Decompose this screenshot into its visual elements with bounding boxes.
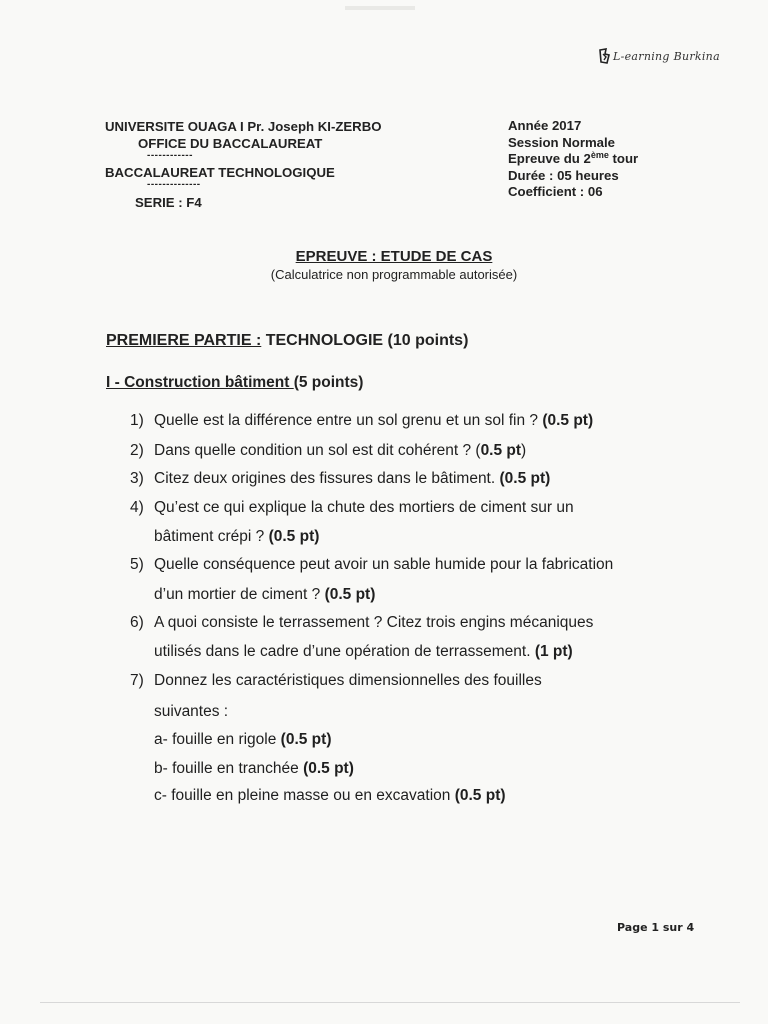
question-7c: c- fouille en pleine masse ou en excavation (0.5 pt)	[154, 787, 506, 804]
page-number: Page 1 sur 4	[617, 921, 695, 934]
question-2: 2) Dans quelle condition un sol est dit cohérent ? (0.5 pt)	[130, 442, 527, 459]
office-name: OFFICE DU BACCALAUREAT	[138, 136, 323, 151]
exam-title-block	[0, 248, 768, 282]
question-3: 3) Citez deux origines des fissures dans le bâtiment. (0.5 pt)	[130, 470, 551, 487]
coefficient: Coefficient : 06	[508, 184, 603, 199]
university-name: UNIVERSITE OUAGA I Pr. Joseph KI-ZERBO	[105, 119, 382, 134]
question-4: 4) Qu’est ce qui explique la chute des mortiers de ciment sur un	[130, 499, 574, 516]
header-left	[105, 118, 382, 211]
year: Année 2017	[508, 118, 582, 133]
question-5: 5) Quelle conséquence peut avoir un sable humide pour la fabrication	[130, 556, 614, 573]
watermark-text: L-earning Burkina	[613, 50, 720, 63]
scan-edge-line	[40, 1002, 740, 1003]
question-7: 7) Donnez les caractéristiques dimensionnelles des fouilles	[130, 672, 542, 689]
epreuve-tour: Epreuve du 2ème tour	[508, 150, 639, 166]
duration: Durée : 05 heures	[508, 167, 619, 183]
question-1: 1) Quelle est la différence entre un sol grenu et un sol fin ? (0.5 pt)	[130, 412, 594, 429]
question-7b: b- fouille en tranchée (0.5 pt)	[154, 760, 354, 777]
question-5-cont: d’un mortier de ciment ? (0.5 pt)	[154, 586, 376, 603]
question-6-cont: utilisés dans le cadre d’une opération de terrassement. (1 pt)	[154, 643, 573, 660]
question-6: 6) A quoi consiste le terrassement ? Citez trois engins mécaniques	[130, 614, 594, 631]
watermark	[598, 48, 720, 65]
separator-dashes: --------------	[147, 179, 201, 190]
e-learning-logo-icon	[598, 48, 612, 65]
header-right	[508, 118, 638, 201]
question-7-cont: suivantes :	[154, 703, 229, 720]
exam-title: EPREUVE : ETUDE DE CAS	[295, 248, 493, 265]
section-heading: I - Construction bâtiment (5 points)	[106, 374, 364, 391]
exam-subtitle: (Calculatrice non programmable autorisée)	[270, 267, 518, 282]
separator-dashes: ------------	[147, 150, 193, 161]
bac-type: BACCALAUREAT TECHNOLOGIQUE	[105, 165, 335, 180]
scan-smudge	[345, 6, 415, 10]
question-4-cont: bâtiment crépi ? (0.5 pt)	[154, 528, 320, 545]
part-heading: PREMIERE PARTIE : TECHNOLOGIE (10 points)	[106, 332, 469, 349]
question-7a: a- fouille en rigole (0.5 pt)	[154, 731, 332, 748]
session: Session Normale	[508, 134, 616, 150]
serie: SERIE : F4	[135, 195, 202, 210]
